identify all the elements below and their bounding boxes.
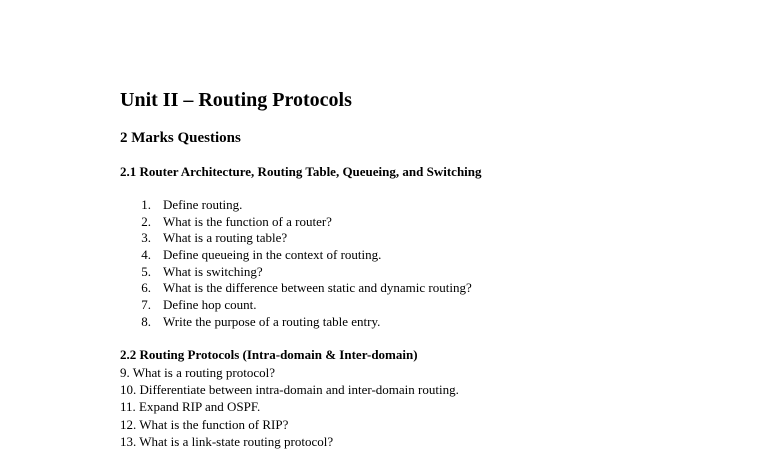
question-list-2-2 (120, 364, 459, 450)
list-item: 12. What is the function of RIP? (120, 416, 289, 432)
list-item-number: 1. (141, 197, 151, 212)
list-item-number: 6. (141, 280, 151, 296)
list-item-number: 4. (141, 247, 151, 263)
marks-heading: 2 Marks Questions (120, 130, 241, 146)
list-item-number: 8. (141, 313, 151, 329)
list-item: 10. Differentiate between intra-domain and inter-domain routing. (120, 382, 459, 398)
list-item-text: What is switching? (163, 263, 263, 279)
section-heading-2-2: 2.2 Routing Protocols (Intra-domain & Inter-domain) (120, 347, 418, 362)
list-item: 11. Expand RIP and OSPF. (120, 399, 261, 415)
list-item-text: What is a routing table? (163, 230, 288, 246)
list-item-text: Define queueing in the context of routing. (163, 247, 382, 263)
list-item-text: What is the difference between static and dynamic routing? (163, 280, 472, 296)
list-item-number: 7. (141, 297, 151, 313)
list-item: 13. What is a link-state routing protocol? (120, 433, 334, 449)
list-item-number: 3. (141, 230, 151, 246)
list-item-number: 5. (141, 263, 151, 279)
list-item-text: Define hop count. (163, 297, 257, 313)
list-item-text: Define routing. (163, 197, 243, 212)
section-heading-2-1: 2.1 Router Architecture, Routing Table, Queueing, and Switching (120, 164, 482, 179)
list-item-number: 2. (141, 213, 151, 229)
list-item-text: What is the function of a router? (163, 213, 332, 229)
list-item: 9. What is a routing protocol? (120, 365, 276, 380)
unit-title: Unit II – Routing Protocols (120, 89, 352, 111)
list-item-text: Write the purpose of a routing table entry. (163, 313, 381, 329)
